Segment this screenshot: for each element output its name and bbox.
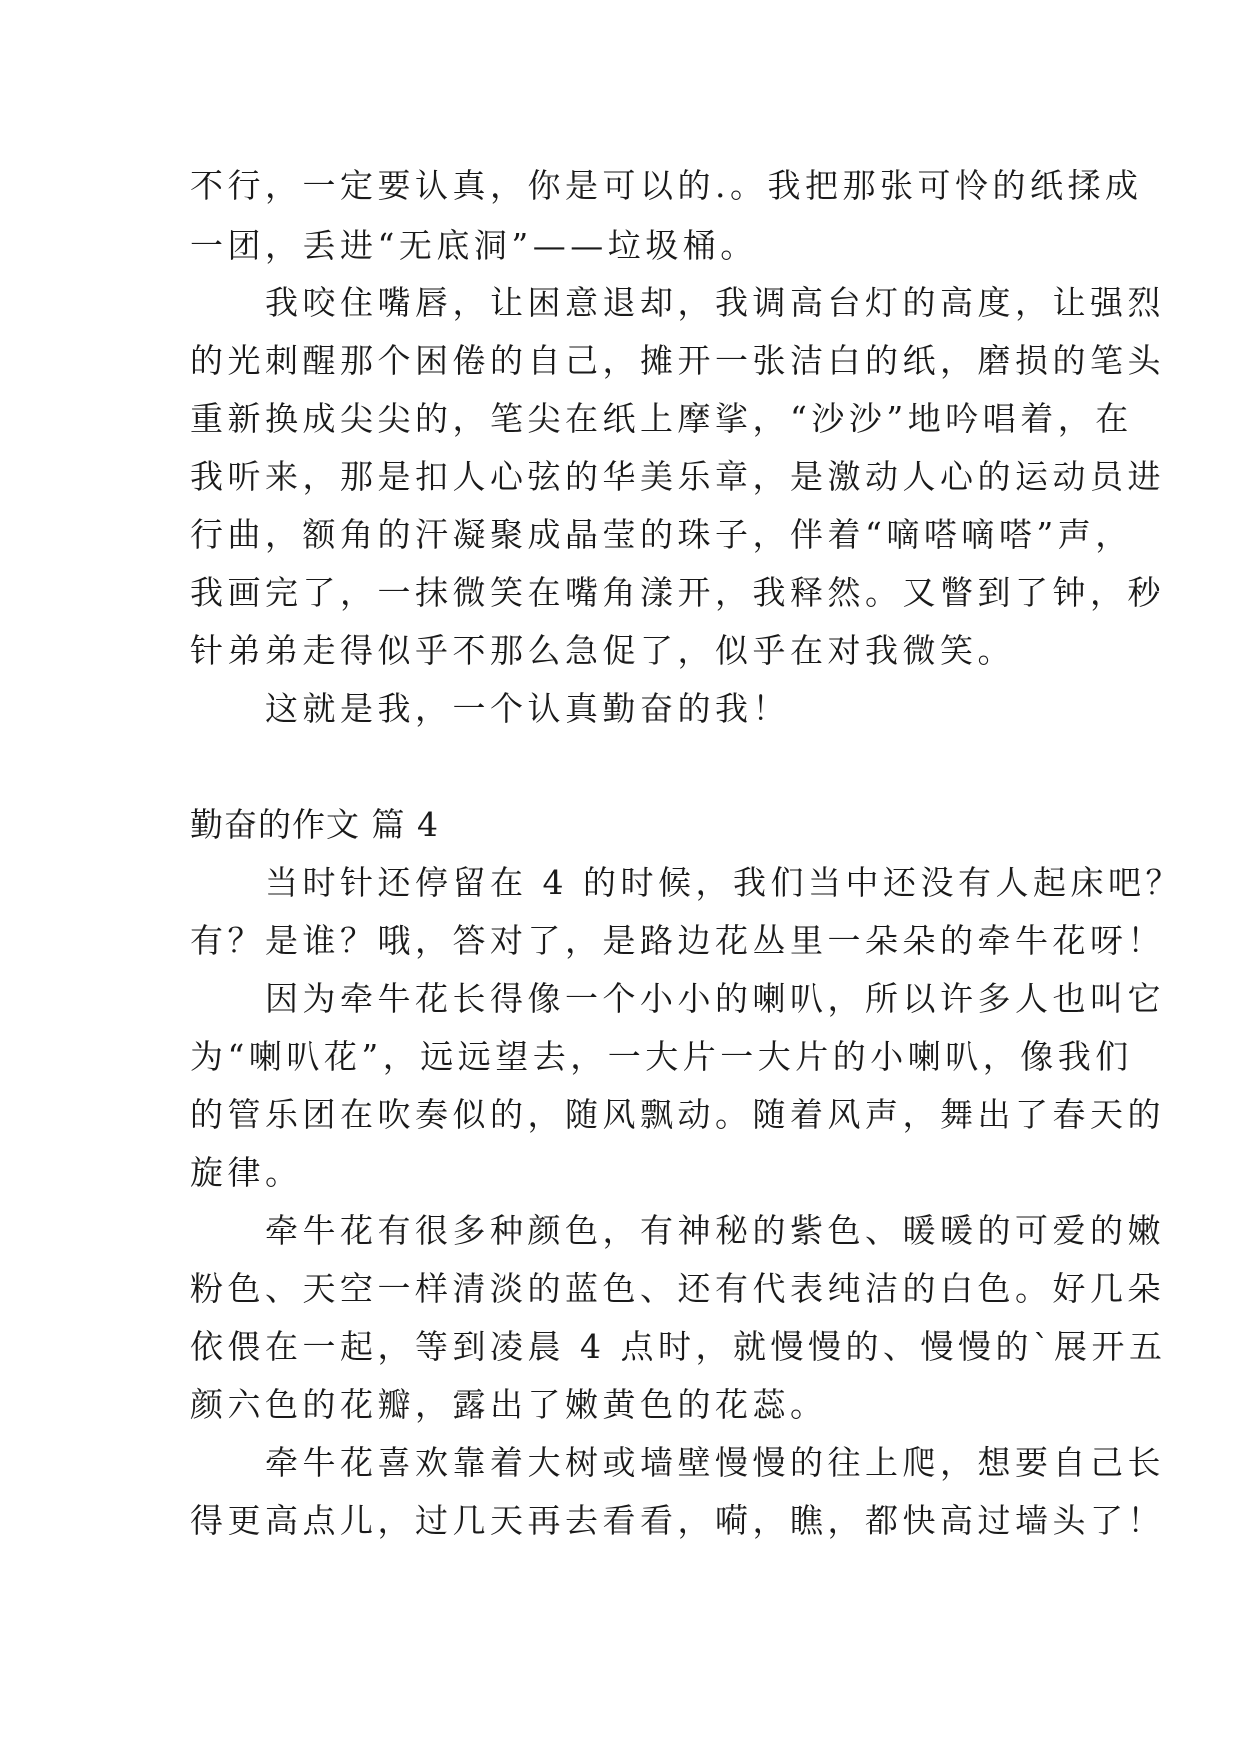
text-line: 因为牵牛花长得像一个小小的喇叭，所以许多人也叫它 [190, 979, 1165, 1018]
text-line: 一团，丢进“无底洞”——垃圾桶。 [190, 226, 758, 265]
text-line: 粉色、天空一样清淡的蓝色、还有代表纯洁的白色。好几朵 [190, 1269, 1165, 1308]
text-line: 牵牛花有很多种颜色，有神秘的紫色、暖暖的可爱的嫩 [190, 1211, 1165, 1250]
section-heading: 勤奋的作文 篇 4 [190, 805, 439, 844]
text-line: 的光刺醒那个困倦的自己，摊开一张洁白的纸，磨损的笔头 [190, 341, 1165, 380]
text-line: 我画完了，一抹微笑在嘴角漾开，我释然。又瞥到了钟，秒 [190, 573, 1165, 612]
text-line: 牵牛花喜欢靠着大树或墙壁慢慢的往上爬，想要自己长 [190, 1443, 1165, 1482]
text-line: 重新换成尖尖的，笔尖在纸上摩挲，“沙沙”地吟唱着，在 [190, 399, 1133, 438]
text-line: 旋律。 [190, 1153, 303, 1192]
text-line: 行曲，额角的汗凝聚成晶莹的珠子，伴着“嘀嗒嘀嗒”声， [190, 515, 1133, 554]
text-line: 不行，一定要认真，你是可以的.。我把那张可怜的纸揉成 [190, 166, 1143, 205]
text-line: 当时针还停留在 4 的时候，我们当中还没有人起床吧？ [190, 863, 1183, 902]
text-line: 针弟弟走得似乎不那么急促了，似乎在对我微笑。 [190, 631, 1015, 670]
text-line: 这就是我，一个认真勤奋的我！ [190, 689, 790, 728]
text-line: 颜六色的花瓣，露出了嫩黄色的花蕊。 [190, 1385, 828, 1424]
text-line: 我咬住嘴唇，让困意退却，我调高台灯的高度，让强烈 [190, 283, 1165, 322]
text-line: 依偎在一起，等到凌晨 4 点时，就慢慢的、慢慢的`展开五 [190, 1327, 1167, 1366]
text-line: 有？是谁？哦，答对了，是路边花丛里一朵朵的牵牛花呀！ [190, 921, 1165, 960]
text-line: 我听来，那是扣人心弦的华美乐章，是激动人心的运动员进 [190, 457, 1165, 496]
text-line: 得更高点儿，过几天再去看看，嗬，瞧，都快高过墙头了！ [190, 1501, 1165, 1540]
text-line: 的管乐团在吹奏似的，随风飘动。随着风声，舞出了春天的 [190, 1095, 1165, 1134]
text-line: 为“喇叭花”，远远望去，一大片一大片的小喇叭，像我们 [190, 1037, 1133, 1076]
